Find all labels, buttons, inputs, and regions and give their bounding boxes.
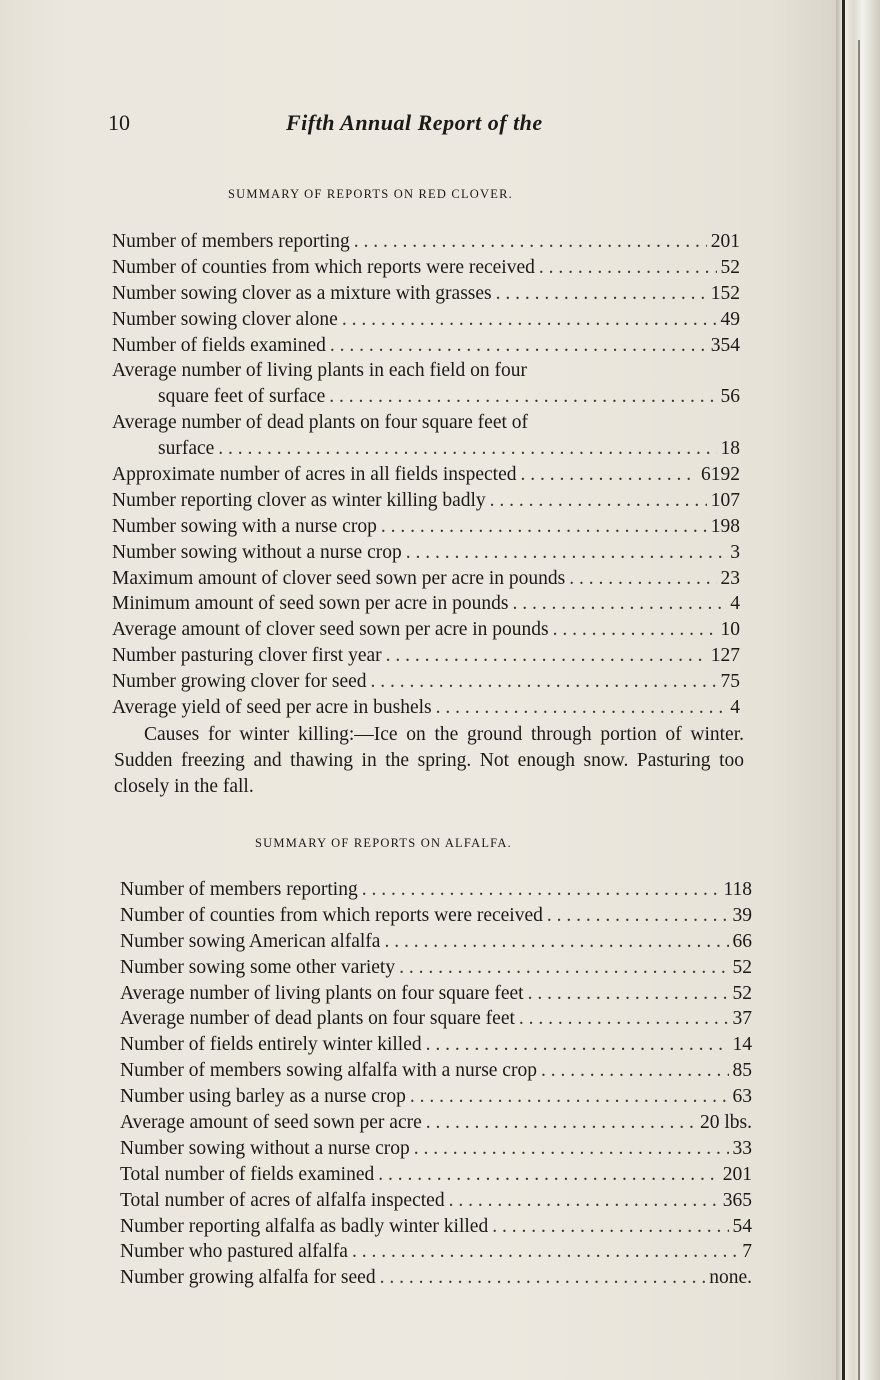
row-value: 354 [710,334,740,356]
row-value: 37 [732,1008,752,1030]
leader-dots [384,929,728,955]
summary-row [120,1006,752,1032]
row-value: 52 [732,956,752,978]
row-value: 7 [742,1241,752,1263]
summary-row [120,929,752,955]
leader-dots [541,1058,729,1084]
row-label: Average number of living plants on four square feet [120,982,524,1004]
row-value: 33 [732,1137,752,1159]
leader-dots [426,1032,729,1058]
row-value: 6192 [701,464,740,486]
summary-row [112,255,740,281]
row-label: Average number of dead plants on four square feet [120,1008,515,1030]
summary-row [112,410,740,436]
page-header [108,110,668,140]
alfalfa-section-title: SUMMARY OF REPORTS ON ALFALFA. [255,836,512,850]
row-value: 52 [732,982,752,1004]
leader-dots [496,281,707,307]
row-label: Number of members sowing alfalfa with a nurse crop [120,1060,537,1082]
row-label: Number of counties from which reports were received [112,256,535,278]
causes-text: Causes for winter killing:—Ice on the ground through portion of winter. Sudden freezing and thawing in the spring. Not enough snow. Pasturing too closely in the fall. [114,724,744,797]
summary-row [120,1214,752,1240]
row-label: Number of members reporting [120,879,358,900]
leader-dots [528,981,729,1007]
row-label: Number reporting alfalfa as badly winter killed [120,1215,489,1237]
running-title: Fifth Annual Report of the [286,110,543,135]
row-value: 18 [720,438,740,460]
row-value: 107 [710,489,740,511]
leader-dots [354,229,707,255]
red-clover-section-title: SUMMARY OF REPORTS ON RED CLOVER. [228,187,513,201]
leader-dots [539,255,717,281]
leader-dots [436,695,727,721]
leader-dots [553,617,717,643]
row-value: 66 [732,930,752,952]
leader-dots [362,877,720,903]
summary-row [112,540,740,566]
summary-row [112,695,740,721]
leader-dots [426,1110,696,1136]
leader-dots [399,955,728,981]
row-label: Approximate number of acres in all fields inspected [112,464,517,486]
leader-dots [490,488,707,514]
leader-dots [342,307,717,333]
row-value: 152 [710,282,740,304]
row-label: Total number of acres of alfalfa inspected [120,1189,445,1211]
row-label: Number growing alfalfa for seed [120,1267,376,1289]
summary-row [112,566,740,592]
book-gutter [836,0,880,1380]
row-label: surface [158,438,215,460]
row-value: 4 [730,593,740,615]
summary-row [120,1239,752,1265]
summary-row [120,981,752,1007]
leader-dots [492,1214,728,1240]
row-label: Number using barley as a nurse crop [120,1086,406,1108]
summary-row [112,358,740,384]
leader-dots [414,1136,729,1162]
row-label: Number sowing with a nurse crop [112,515,377,537]
row-label: Average amount of seed sown per acre [120,1112,422,1134]
summary-row [112,591,740,617]
summary-row [112,333,740,359]
winter-killing-causes-paragraph [114,722,744,800]
row-label: Maximum amount of clover seed sown per acre in pounds [112,567,566,589]
summary-row [120,1265,752,1291]
leader-dots [378,1162,719,1188]
summary-row [112,436,740,462]
summary-row [112,643,740,669]
leader-dots [519,1006,729,1032]
row-value: 49 [720,308,740,330]
row-value: 365 [722,1189,752,1211]
summary-row [112,514,740,540]
gutter-edge-line [842,0,845,1380]
row-value: 14 [732,1034,752,1056]
summary-row [120,1110,752,1136]
leader-dots [381,514,707,540]
row-value: 75 [720,671,740,693]
leader-dots [371,669,717,695]
red-clover-summary-list [112,229,740,721]
leader-dots [352,1239,738,1265]
leader-dots [512,591,726,617]
row-label: Number sowing some other variety [120,956,396,978]
row-value: 127 [710,645,740,667]
row-value: 201 [710,231,740,252]
leader-dots [547,903,729,929]
leader-dots [329,384,716,410]
row-value: none. [709,1267,752,1289]
row-value: 39 [732,904,752,926]
row-label: Number sowing American alfalfa [120,930,381,952]
summary-row [112,488,740,514]
summary-row [120,955,752,981]
row-label: Average number of living plants in each field on four [112,360,527,382]
row-value: 54 [732,1215,752,1237]
row-label: Number who pastured alfalfa [120,1241,348,1263]
row-label: Minimum amount of seed sown per acre in pounds [112,593,509,615]
leader-dots [449,1188,719,1214]
row-label: Number of fields examined [112,334,326,356]
row-label: Number of fields entirely winter killed [120,1034,422,1056]
row-value: 201 [722,1163,752,1185]
row-label: Average number of dead plants on four square feet of [112,412,529,434]
row-label: Average amount of clover seed sown per acre in pounds [112,619,549,641]
summary-row [112,229,740,255]
row-label: Number growing clover for seed [112,671,367,693]
summary-row [120,903,752,929]
summary-row [120,877,752,903]
alfalfa-summary-list [120,877,752,1291]
row-value: 52 [720,256,740,278]
summary-row [112,384,740,410]
summary-row [120,1032,752,1058]
summary-row [120,1084,752,1110]
row-label: Average yield of seed per acre in bushels [112,697,432,719]
row-value: 63 [732,1086,752,1108]
row-label: Total number of fields examined [120,1163,375,1185]
leader-dots [386,643,707,669]
summary-row [112,307,740,333]
row-value: 118 [723,879,752,900]
row-value: 10 [720,619,740,641]
leader-dots [410,1084,729,1110]
summary-row [120,1188,752,1214]
row-label: Number sowing clover as a mixture with grasses [112,282,492,304]
summary-row [112,617,740,643]
leader-dots [521,462,698,488]
row-label: Number sowing clover alone [112,308,338,330]
summary-row [120,1162,752,1188]
row-value: 20 lbs. [699,1112,752,1134]
leader-dots [380,1265,706,1291]
row-value: 3 [730,541,740,563]
row-label: Number sowing without a nurse crop [120,1137,410,1159]
row-value: 4 [730,697,740,719]
leader-dots [569,566,716,592]
row-value: 56 [720,386,740,408]
summary-row [120,1058,752,1084]
gutter-shadow-line [858,40,860,1380]
summary-row [120,1136,752,1162]
leader-dots [406,540,727,566]
summary-row [112,462,740,488]
row-label: Number of counties from which reports were received [120,904,543,926]
row-label: square feet of surface [158,386,326,408]
page-number: 10 [108,110,130,135]
row-value: 85 [732,1060,752,1082]
row-label: Number pasturing clover first year [112,645,382,667]
row-value: 23 [720,567,740,589]
row-label: Number reporting clover as winter killing badly [112,489,486,511]
leader-dots [218,436,716,462]
row-value: 198 [710,515,740,537]
row-label: Number sowing without a nurse crop [112,541,402,563]
row-label: Number of members reporting [112,231,350,252]
summary-row [112,281,740,307]
summary-row [112,669,740,695]
leader-dots [330,333,707,359]
